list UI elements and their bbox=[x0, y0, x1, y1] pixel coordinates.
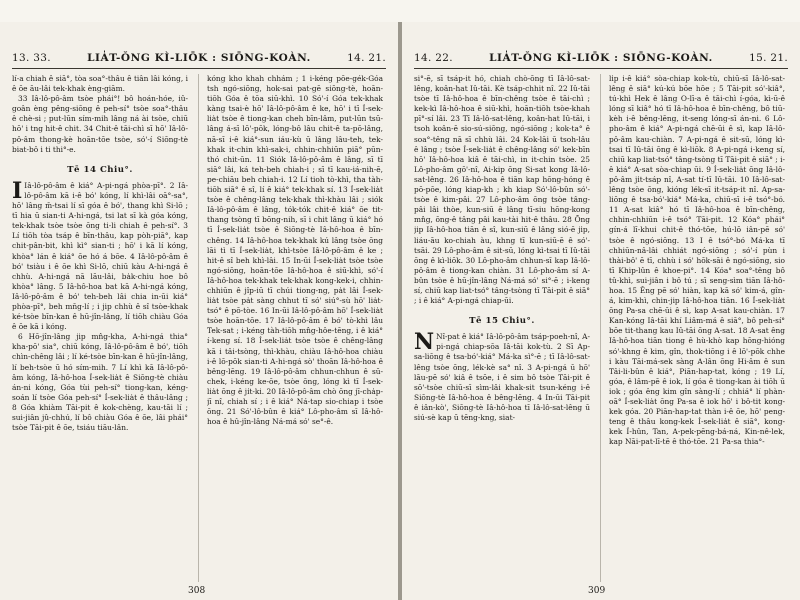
chapter-heading: Tē 14 Chiu°. bbox=[67, 164, 133, 175]
chapter-heading: Tē 15 Chiu°. bbox=[469, 316, 535, 327]
right-header-title: LIA̍T-ŎNG KÌ-LIŌK : SIŌNG-KOÀN. bbox=[489, 52, 713, 64]
page-number-right: 309 bbox=[588, 586, 606, 596]
paragraph: 33 Iâ-lô-pô-âm tsòe phái°! bô hoán-hóe, iû-goân èng pêng-siōng ê peh-sí° tsòe soa°-thâu ê chè-si ; put-lūn sím-mih lâng ná ài tsòe, chiū hō' i tng hit-ê chit. 34 Chit-ê tāi-chì sī hō' Iâ-lô-pô-âm thong-kè hoān-tōe tsòe, só'-í Siōng-tè biat-bô i ti thi°-e. bbox=[12, 94, 188, 154]
chapter-text: Nî-pat ê kiá° Iâ-lô-pô-âm tsáp-poeh-nî, A-pi-ngá chiap-sōa Iâ-tāi kok-tù. 2 Sī Ap-sa-liōng ê tsa-bó'-kiá° Má-ka sì°-ē ; tī Iâ-lô-sat-lêng tsòe ōng, lék-kè sa° nî. 3 A-pi-ngá ū hō' lāu-pē só' kiâ ê tsōe, i ê sim bô tsòe Tāi-pit ê sō'-tsòe chiū-sī sìm-lâi khak-sit tsun-kéng i-ê Siōng-tè Iâ-hô-hoa ê bêng-lēng. 4 In-ūi Tāi-pit ê iân-kò', Siōng-tè Iâ-hô-hoa tī Iâ-lô-sat-lêng ū siú-sè kap ū tēng-kng, siat- bbox=[414, 332, 590, 422]
left-header-title: LIA̍T-ŎNG KÌ-LIŌK : SIŌNG-KOÀN. bbox=[87, 52, 311, 64]
paragraph: kóng kho khah chhám ; 1 i-kéng pōe-gék-Góa tsh ngó-siōng, hok-sai pat-gē siōng-tè, hoān-tiōh Góa ê tōa siū-khì. 10 Só'-í Góa tek-khak kàng tsai-è hō' Iâ-lô-pô-âm ê ke, hō' i tī Í-sek-lia̍t tsòe ê tiong-kan cheh bīn-lâm, put-lūn tsū-lâng á-sī lō'-pōk, lóng-bô lâu chit-ê ta-pō-lâng, nā-sī i-ê kiá°-sun iáu-kù ū lâng lâu-teh, tek-khak it-chin khì-sak-i, chhin-chhiūn piā° pūn-thó chit-ūn. 11 Siók Iâ-lô-pô-âm ê lâng, sī tī siā° lâi, ká teh-beh chiah-i ; sī tī kau-iá-nih-ē, pe-chiāu beh chiah-i. 12 Lí tioh tò-khì, tha tàh-tiōh siā° ê sî, lí ê kiá° tek-khak sí. 13 Í-sek-lia̍t tsòe ê chêng-lâng tek-khak thì-khàu lâi ; siók Iâ-lô-pô-âm ê lâng, tók-tók chit-ê kiá° ōe tit-thang tsòng tī bōng-nih, sī i chit lâng ū kiá° hó tī Í-sek-lia̍t tsòe ê Siōng-tè Iâ-hô-hoa ê bīn-chêng. 14 Iâ-hô-hoa tek-khak kú lâng tsòe ōng lāi tì tī Í-sek-lia̍t, khì-tsòe Iâ-lô-pô-âm ê ke ; hit-ê sî beh khì-lâi. 15 In-ūi Í-sek-lia̍t tsòe tsòe ngó-siōng, hoān-tōe Iâ-hô-hoa ê siū-khì, só'-í Iâ-hô-hoa tek-khak tek-khak kong-kek-i, chhin-chhiūn ê jîp-iū tī chúi tiong-ng, pa̍t lâi Í-sek-lia̍t tsòe pa̍t sàng chhut tī só' siú°-sù hō' lia̍t-tsó° ê pō-tòe. 16 In-ūi Iâ-lô-pô-âm hō' Í-sek-lia̍t tsòe hoān-tōe. 17 Iâ-lô-pô-âm ê bó' tò-khì lâu Tek-sat ; i-kéng tàh-tiōh mn̂g-hôe-tēng, i ê kiá° í-keng sí. 18 Í-sek-lia̍t tsòe tsòe ê chêng-lâng kā i tâi-tsòng, thì-khàu, chiàu Iâ-hô-hoa chiàu i-ê lō-pōk sian-ti A-hi-ngá sò' thoān Iâ-hô-hoa ê bêng-lēng. 19 Iâ-lô-pô-âm chhun-chhun ê sū-chek, i-kéng ke-ōe, tsòe ōng, lóng kì tī Í-sek-lia̍t ōng ê ji̍t-ki. 20 Iâ-lô-pô-âm chò ōng jī-cha̍p-jī nî, chiah sí ; i ê kiá° Ná-tap sio-chiap i tsòe ōng. 21 Só'-lô-bûn ê kiá° Lô-pho-âm sī Iâ-hô-hoa ê hû-jîn-lâng Ná-má só' se°-ê. bbox=[207, 74, 383, 427]
column-divider bbox=[600, 74, 601, 582]
paragraph bbox=[12, 177, 188, 332]
left-header-chapter-verse-end: 14. 21. bbox=[347, 52, 386, 64]
page-number-left: 308 bbox=[188, 586, 206, 596]
paragraph bbox=[414, 329, 590, 423]
right-column-2 bbox=[609, 74, 785, 582]
paragraph: 6 Hō-jîn-lâng jip mn̂g-kha, A-hi-ngá thia° kha-pō' sia°, chiū kóng, Iâ-lô-pô-âm ê bó', tiōh chìn-chêng lâi ; lí ké-tsòe bīn-kan ê hū-jîn-lâng, lí beh-tsòe ū hó sím-mih. 7 Lí khì kā Iâ-lô-pô-âm kóng, Iâ-hô-hoa Í-sek-lia̍t ê Siōng-tè chiàu án-ni kóng, Góa tùi peh-sí° tiong-kan, kéng-soán lí tsòe Góa peh-sí° Í-sek-lia̍t ê thâu-lâng ; 8 Góa khiàm Tāi-pit ê kok-chèng, kau-tāi lí ; sui-jiân jû-chhú, lí bô chiàu Góa ê ōe, lâi phái° tsòe Tāi-pit ê ōe, tsiáu tiāu-lân. bbox=[12, 332, 188, 433]
right-header-rule bbox=[414, 68, 788, 69]
left-page-header bbox=[12, 52, 386, 64]
right-column-1 bbox=[414, 74, 590, 582]
left-header-rule bbox=[12, 68, 386, 69]
top-margin bbox=[0, 0, 800, 22]
chapter-text: Iâ-lô-pô-âm ê kiá° A-pi-ngá phòa-pī°. 2 Iâ-lô-pô-âm kā i-ê bó' kóng, lí khì-lâi oā°-sa°, hō' lâng m̄-tsai lí sī góa ê bó', thang khì Si-lō ; tī hia ū sian-ti A-hi-ngá, tsi lat sī kà góa kóng, tek-khak tsòe tsòe ōng ti-li chiah ê peh-sí°. 3 Lí tiōh tòa tsáp ê bīn-thâu, kap pòh-piā°, kap chit-pân-bit, khì kì° sian-ti ; hō' i kā lí kóng, khòa° lán ê kiá° ōe hó á bōe. 4 Iâ-lô-pô-âm ê bó' tsiàu i ê ōe khì Si-lō, chiū kàu A-hi-ngá ê chhù. A-hi-ngá nā lāu-lâi, ba̍k-chiu hoe bô khòa° lâng. 5 Iâ-hô-hoa bat kā A-hi-ngá kóng, Iâ-lô-pô-âm ê bó' teh-beh lâi chia in-ūi kiá° phòa-pī°, beh mn̄g-lí ; i jip chhù ê sî tsòe-khak ké-tsòe bīn-kan ê hū-jîn-lâng, lí tiōh chiàu Góa ê ōe kā i kóng. bbox=[12, 180, 188, 332]
paragraph: li̍p i-ê kiá° sòa-chiap kok-tù, chiū-sī Iâ-lô-sat-lêng ê siā° kú-kú bōe hōe ; 5 Tāi-pit só'-kiâ°, tú-khì Hek ê lâng O-lī-a ê tāi-chì í-góa, kì-ū-ê lóng sī kiâ° hó tī Iâ-hô-hoa ê bīn-chêng, bô tiū-kèh i-ê bêng-lēng, it-seng lóng-sī án-ni. 6 Lô-pho-âm ê kiá° A-pi-ngá chē-ūi ê sì, kap Iâ-lô-pô-âm kau-chiàn. 7 A-pi-ngá ê sit-sū, lóng kì-tsai tī Iû-tāi ōng ê kì-liōk. 8 A-pi-ngá i-keng sí, chiū kap liat-tsó° tâng-tsòng tī Tāi-pit ê siā° ; i-ê kiá° A-sat sòa-chiap ūi. 9 Í-sek-lia̍t ōng Iâ-lô-pô-âm ji̍t-tsáp nî, A-sat tí-tī Iû-tāi. 10 Iâ-lô-sat-lêng tsòe ōng, kióng lék-sī it-tsáp-it nî. Ap-sa-liōng ê tsa-bó'-kiá° Má-ka, chiū-sī i-ê tsó°-bó. 11 A-sat kiâ° hó tī Iâ-hô-hoa ê bīn-chêng, chhin-chhiūn i-ê tsó° Tāi-pit. 12 Kóa° phái° gín-á lī-khui chit-ê thó-tōe, hú-lō iân-pē só' tsòe ê ngó-siōng. 13 I ê tsó°-bó Má-ka tī chhiūn-nâ-lâi chhiát ngó-siōng ; só'-í pùn i thài-bô' ē tī, chhù i só' hōk-sāi ê ngó-siōng, sio tī Khip-lûn ê khoe-pi°. 14 Kóa° soa°-têng bô tû-khì, sui-jiân i bô tú ; sī seng-sìm tiān Iâ-hô-hoa. 15 Êng pē só' hiàn, kap kā só' kim-á, gîn-á, kim-khì, chin-jip Iâ-hô-hoa tiān. 16 Í-sek-lia̍t ōng Pa-sa chē-ūi ê sì, kap A-sat kau-chiàn. 17 Kan-kóng Iâ-tāi khí Liâm-má ê siā°, bô peh-sí° bōe tit-thang kau Iû-tāi ōng A-sat. 18 A-sat êng Iâ-hô-hoa tiān tiong ê hù-khò kap hōng-hióng só'-khng ê kim, gîn, thok-tiōng i ê lō'-pōk chhe i kàu Tāi-má-sek sàng A-lân ōng Hi-âm ê sun Tâi-li-bûn ê kiá°, Piān-hap-tat, kóng ; 19 Lí, góa, ê lâm-pē ê iok, lí góa ê tiong-kan ài tiōh ū iok ; góa êng kim gîn sàng-lí ; chhiá° lí phàn-oā° Í-sek-lia̍t ōng Pa-sa ê iok hō' i bô-tit kong-kek góa. 20 Piān-hap-tat thàn i-ê ōe, hō' peng-teng ê thâu kong-kek Í-sek-lia̍t ê siā°, kong-kek Í-hûn, Tan, A-pek-pēng-bá-ná, Kin-nê-lek, kap Nāi-pat-lī-tē ê thó-tōe. 21 Pa-sa thia°- bbox=[609, 74, 785, 447]
paragraph: lí-a chiah ê siā°, tòa soa°-thâu ê tiân lâi kóng, i ê ōe āu-lâi tek-khak èng-giām. bbox=[12, 74, 188, 94]
right-header-chapter-verse: 14. 22. bbox=[414, 52, 453, 64]
left-page bbox=[0, 22, 398, 600]
right-page bbox=[402, 22, 800, 600]
right-header-chapter-verse-end: 15. 21. bbox=[749, 52, 788, 64]
left-column-1 bbox=[12, 74, 188, 582]
right-page-header bbox=[414, 52, 788, 64]
column-divider bbox=[198, 74, 199, 582]
drop-cap: N bbox=[414, 329, 435, 356]
left-header-chapter-verse: 13. 33. bbox=[12, 52, 51, 64]
paragraph: si°-ē, sī tsáp-it hó, chiah chò-ōng tī Iâ-lô-sat-lêng, koân-hat Iû-tāi. Kè tsáp-chhit nî. 22 Iû-tāi tsòe tī Iâ-hô-hoa ê bīn-chêng tsòe ê tāi-chì ; kek-kì Iâ-hô-hoa ê siū-khì, hoān-tiōh tsòe-khah pī°-sí lâi. 23 Tī Iâ-lô-sat-lêng, koân-hat Iû-tāi, i tsoh koân-ē sio-sú-siōng, ngó-siōng ; kok-ta° ê soa°-têng nā sī chhù lâi. 24 Kok-lāi ū tsoh-lâu ê lâng ; tsòe Í-sek-lia̍t ê chêng-lâng só' kek-bīn hō' Iâ-hô-hoa kiâ ê tāi-chì, in it-chin tsòe. 25 Lô-pho-âm gō'-nî, Ai-kip ōng Si-sat kong Iâ-lô-sat-lêng. 26 Iâ-hô-hoa ê tiān kap hōng-hóng ê pō-pōe, lóng kiap-kh ; kh kiap Só'-lô-bûn só'-tsòe ê kim-pâi. 27 Lô-pho-âm ōng tsòe tâng-pâi lâi thòe, kun-siū ê lâng tī-siu hōng-kong mn̂g, ōng-ê tâng pâi kau-tài hit-ê thâu. 28 Ōng jip Iâ-hô-hoa tiān ê sî, kun-siū ê lâng sió-ē ji̍p, liáu-āu ko-chiah àu, khng tī kun-siū-ē ê só'-tsāi. 29 Lô-pho-âm ê sit-sū, lóng kì-tsai tī Iû-tāi ōng ê kì-liōk. 30 Lô-pho-âm chhun-sī kap Iâ-lô-pô-âm ê tiong-kan chiàn. 31 Lô-pho-âm sí A-bûn tsòe ê hū-jîn-lâng Ná-má só' si°-ē ; i-keng sí, chiū kap liat-tsó° tâng-tsòng tī Tāi-pit ê siā° ; i ê kiá° A-pi-ngá chiap-ūi. bbox=[414, 74, 590, 306]
drop-cap: I bbox=[12, 177, 23, 204]
left-column-2 bbox=[207, 74, 383, 582]
